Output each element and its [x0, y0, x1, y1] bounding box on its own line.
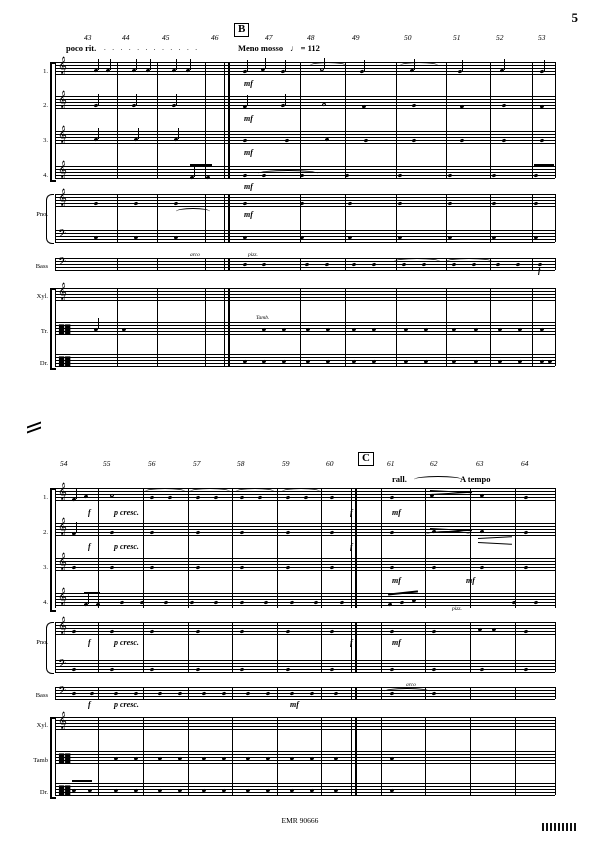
stem [138, 128, 139, 139]
slur [176, 208, 210, 215]
barline [381, 687, 382, 699]
stem [285, 94, 286, 105]
barline [224, 62, 225, 178]
beam [534, 164, 554, 166]
hairpin-crescendo [430, 490, 472, 495]
treble-clef-icon: 𝄞 [58, 616, 67, 634]
treble-clef-icon: 𝄞 [58, 125, 67, 143]
barline [143, 622, 144, 672]
barline [55, 194, 56, 242]
measure-number: 56 [148, 459, 156, 468]
dynamic-marking: mf [244, 114, 253, 123]
dynamic-marking: f [350, 638, 353, 647]
bass-clef-icon: 𝄢 [58, 685, 67, 700]
barline [515, 488, 516, 608]
instrument-label-2: 2. [43, 529, 48, 536]
stem [176, 59, 177, 70]
treble-clef-icon: 𝄞 [58, 517, 67, 535]
treble-clef-icon: 𝄞 [58, 188, 67, 206]
hairpin-diminuendo [478, 538, 512, 543]
piano-brace [46, 194, 54, 244]
bass-clef-icon: 𝄢 [58, 228, 67, 243]
instrument-label-drums: Dr. [39, 360, 48, 367]
barline [425, 488, 426, 608]
barline [277, 717, 278, 795]
instrument-label-3: 3. [43, 137, 48, 144]
barline [381, 717, 382, 795]
barline [345, 194, 346, 242]
measure-number: 50 [404, 33, 412, 42]
barline [157, 62, 158, 178]
barline [117, 62, 118, 178]
barline [490, 194, 491, 242]
barline [188, 687, 189, 699]
measure-number: 58 [237, 459, 245, 468]
notehead [388, 602, 393, 606]
barline [555, 488, 556, 608]
barline [157, 194, 158, 242]
dynamic-marking: f [88, 508, 91, 517]
rall-text: rall. [392, 474, 407, 484]
barline [205, 258, 206, 270]
barline [205, 288, 206, 366]
technique-tamb: Tamb. [256, 315, 270, 321]
barline [532, 288, 533, 366]
barline [300, 288, 301, 366]
dynamic-marking: p cresc. [114, 638, 139, 647]
stem [98, 128, 99, 139]
measure-number: 57 [193, 459, 201, 468]
barline [232, 687, 233, 699]
beam [84, 592, 100, 594]
measure-number: 61 [387, 459, 395, 468]
stem [462, 60, 463, 71]
barline [470, 488, 471, 608]
barline [300, 62, 301, 178]
barline [381, 488, 382, 608]
barline [345, 62, 346, 178]
staff-tambourine [55, 751, 555, 763]
staff-part-4 [55, 593, 555, 605]
barline [117, 288, 118, 366]
barline [157, 288, 158, 366]
barline [396, 194, 397, 242]
barline [232, 717, 233, 795]
measure-number: 48 [307, 33, 315, 42]
slur [282, 488, 320, 495]
dynamic-marking: mf [466, 576, 475, 585]
barline [555, 194, 556, 242]
barline [425, 622, 426, 672]
slur [145, 488, 185, 495]
stem [136, 94, 137, 105]
barline [532, 258, 533, 270]
barline-double [228, 258, 230, 270]
barline [143, 488, 144, 608]
stem [194, 166, 195, 177]
barline [321, 717, 322, 795]
barline [396, 62, 397, 178]
percussion-clef-icon: ▮▮ [58, 321, 71, 336]
page-number: 5 [571, 10, 578, 25]
barline [224, 258, 225, 270]
dynamic-marking: mf [392, 576, 401, 585]
dynamic-marking: mf [244, 79, 253, 88]
barline-double [355, 622, 357, 672]
barline [321, 687, 322, 699]
barline [277, 687, 278, 699]
stem [136, 59, 137, 70]
measure-number: 55 [103, 459, 111, 468]
stem [110, 59, 111, 70]
percussion-clef-icon: ▮▮ [58, 353, 71, 368]
slur [400, 62, 438, 69]
staff-part-3 [55, 131, 555, 143]
technique-pizz: pizz. [452, 606, 462, 612]
dynamic-marking: f [350, 508, 353, 517]
dynamic-marking: mf [290, 700, 299, 709]
staff-triangle [55, 322, 555, 334]
dynamic-marking: p cresc. [114, 542, 139, 551]
measure-number: 43 [84, 33, 92, 42]
footer-catalog-number: EMR 90666 [281, 816, 319, 825]
measure-number: 59 [282, 459, 290, 468]
barline [55, 622, 56, 672]
barline [470, 687, 471, 699]
stem [190, 59, 191, 70]
barline-double [355, 488, 357, 608]
staff-piano-lh [55, 230, 555, 242]
music-system-1 [0, 0, 600, 390]
barline [232, 622, 233, 672]
metronome-mark: ♩ = 112 [290, 43, 320, 53]
slur [236, 488, 274, 495]
instrument-label-xylophone: Xyl. [36, 722, 48, 729]
barline [515, 687, 516, 699]
staff-xylophone [55, 717, 555, 729]
bass-clef-icon: 𝄢 [58, 256, 67, 271]
measure-number: 54 [60, 459, 68, 468]
treble-clef-icon: 𝄞 [58, 160, 67, 178]
barline [117, 258, 118, 270]
barline [425, 717, 426, 795]
instrument-label-4: 4. [43, 599, 48, 606]
barline [188, 622, 189, 672]
barline [55, 62, 56, 178]
barline [515, 717, 516, 795]
dynamic-marking: f [88, 542, 91, 551]
notehead [206, 175, 211, 179]
rall-slur [414, 476, 462, 483]
percussion-clef-icon: ▮▮ [58, 750, 71, 765]
music-system-2 [0, 446, 600, 806]
publisher-barcode [542, 823, 578, 831]
treble-clef-icon: 𝄞 [58, 56, 67, 74]
percussion-clef-icon: ▮▮ [58, 782, 71, 797]
instrument-label-drums: Dr. [39, 789, 48, 796]
barline [143, 687, 144, 699]
instrument-label-3: 3. [43, 564, 48, 571]
instrument-label-2: 2. [43, 102, 48, 109]
stem [98, 59, 99, 70]
barline-double [228, 288, 230, 366]
stem [247, 95, 248, 106]
beam [72, 780, 92, 782]
barline [117, 194, 118, 242]
rit-dashed-line: . . . . . . . . . . . . [104, 44, 200, 52]
barline [351, 717, 352, 795]
staff-drums [55, 783, 555, 795]
measure-number: 46 [211, 33, 219, 42]
barline [490, 288, 491, 366]
stem [285, 60, 286, 71]
barline [98, 488, 99, 608]
barline [555, 62, 556, 178]
a-tempo-text: A tempo [460, 474, 491, 484]
barline-double [228, 62, 230, 178]
instrument-label-piano: Pno. [36, 211, 48, 218]
stem [178, 128, 179, 139]
barline [277, 488, 278, 608]
instrument-label-4: 4. [43, 172, 48, 179]
barline [381, 622, 382, 672]
treble-clef-icon: 𝄞 [58, 282, 67, 300]
barline [555, 622, 556, 672]
technique-pizz: pizz. [248, 252, 258, 258]
treble-clef-icon: 𝄞 [58, 711, 67, 729]
barline [490, 62, 491, 178]
piano-brace [46, 622, 54, 674]
barline [470, 622, 471, 672]
barline [515, 622, 516, 672]
poco-rit-text: poco rit. [66, 43, 97, 53]
barline [446, 194, 447, 242]
measure-number: 64 [521, 459, 529, 468]
measure-number: 44 [122, 33, 130, 42]
barline [55, 288, 56, 366]
barline [555, 717, 556, 795]
measure-number: 63 [476, 459, 484, 468]
dynamic-marking: mf [244, 210, 253, 219]
hairpin-crescendo [430, 528, 472, 533]
instrument-label-piano: Pno. [36, 639, 48, 646]
barline [300, 258, 301, 270]
barline [321, 622, 322, 672]
treble-clef-icon: 𝄞 [58, 552, 67, 570]
instrument-label-tambourine: Tamb [33, 757, 48, 764]
barline [205, 62, 206, 178]
stem [98, 94, 99, 105]
barline [55, 258, 56, 270]
barline [224, 288, 225, 366]
stem [176, 94, 177, 105]
barline [55, 488, 56, 608]
measure-number: 49 [352, 33, 360, 42]
dynamic-marking: mf [392, 508, 401, 517]
stem [364, 60, 365, 71]
measure-number: 53 [538, 33, 546, 42]
instrument-label-1: 1. [43, 68, 48, 75]
staff-bass [55, 687, 555, 699]
slur [258, 170, 318, 177]
barline-double [355, 717, 357, 795]
barline-double [228, 194, 230, 242]
treble-clef-icon: 𝄞 [58, 587, 67, 605]
technique-arco: arco [190, 252, 200, 258]
dynamic-marking: mf [392, 638, 401, 647]
staff-drums [55, 354, 555, 366]
barline [157, 258, 158, 270]
slur [384, 688, 430, 695]
stem [265, 58, 266, 69]
barline [555, 258, 556, 270]
rehearsal-mark-c: C [358, 452, 374, 466]
dynamic-marking: f [538, 266, 541, 275]
slur [446, 258, 492, 265]
treble-clef-icon: 𝄞 [58, 482, 67, 500]
barline [98, 717, 99, 795]
measure-number: 62 [430, 459, 438, 468]
barline [555, 687, 556, 699]
barline [532, 194, 533, 242]
instrument-label-bass: Bass [35, 263, 48, 270]
stem [76, 488, 77, 499]
stem [76, 522, 77, 533]
barline [205, 194, 206, 242]
barline [188, 488, 189, 608]
stem [98, 318, 99, 329]
measure-number: 47 [265, 33, 273, 42]
meno-mosso-text: Meno mosso [238, 43, 284, 53]
dynamic-marking: p cresc. [114, 508, 139, 517]
barline-double [355, 687, 357, 699]
dynamic-marking: f [88, 638, 91, 647]
beam [190, 164, 212, 166]
dynamic-marking: mf [244, 182, 253, 191]
barline [351, 622, 352, 672]
barline [232, 488, 233, 608]
stem [504, 59, 505, 70]
barline [224, 194, 225, 242]
stem [88, 593, 89, 604]
barline [470, 717, 471, 795]
barline [396, 288, 397, 366]
barline [98, 687, 99, 699]
treble-clef-icon: 𝄞 [58, 90, 67, 108]
bass-clef-icon: 𝄢 [58, 658, 67, 673]
barline [345, 258, 346, 270]
stem [150, 59, 151, 70]
staff-xylophone [55, 288, 555, 300]
barline [351, 687, 352, 699]
barline [532, 62, 533, 178]
barline [98, 622, 99, 672]
slur [310, 62, 346, 69]
barline [55, 717, 56, 795]
measure-number: 45 [162, 33, 170, 42]
instrument-label-bass: Bass [35, 692, 48, 699]
instrument-label-xylophone: Xyl. [36, 293, 48, 300]
dynamic-marking: p cresc. [114, 700, 139, 709]
instrument-label-triangle: Tr. [40, 328, 48, 335]
slur [394, 258, 440, 265]
barline [55, 687, 56, 699]
barline [345, 288, 346, 366]
staff-part-2 [55, 96, 555, 108]
dynamic-marking: mf [244, 148, 253, 157]
stem [247, 60, 248, 71]
stem [544, 60, 545, 71]
instrument-label-1: 1. [43, 494, 48, 501]
measure-number: 52 [496, 33, 504, 42]
barline [277, 622, 278, 672]
slur [190, 488, 230, 495]
barline [321, 488, 322, 608]
technique-arco: arco [406, 682, 416, 688]
system-separator [27, 424, 41, 433]
rehearsal-mark-b: B [234, 23, 249, 37]
dynamic-marking: f [350, 542, 353, 551]
dynamic-marking: f [88, 700, 91, 709]
measure-number: 51 [453, 33, 461, 42]
barline [446, 288, 447, 366]
measure-number: 60 [326, 459, 334, 468]
barline [555, 288, 556, 366]
staff-part-1 [55, 62, 555, 74]
barline [143, 717, 144, 795]
barline [446, 62, 447, 178]
staff-piano-rh [55, 194, 555, 206]
barline [188, 717, 189, 795]
